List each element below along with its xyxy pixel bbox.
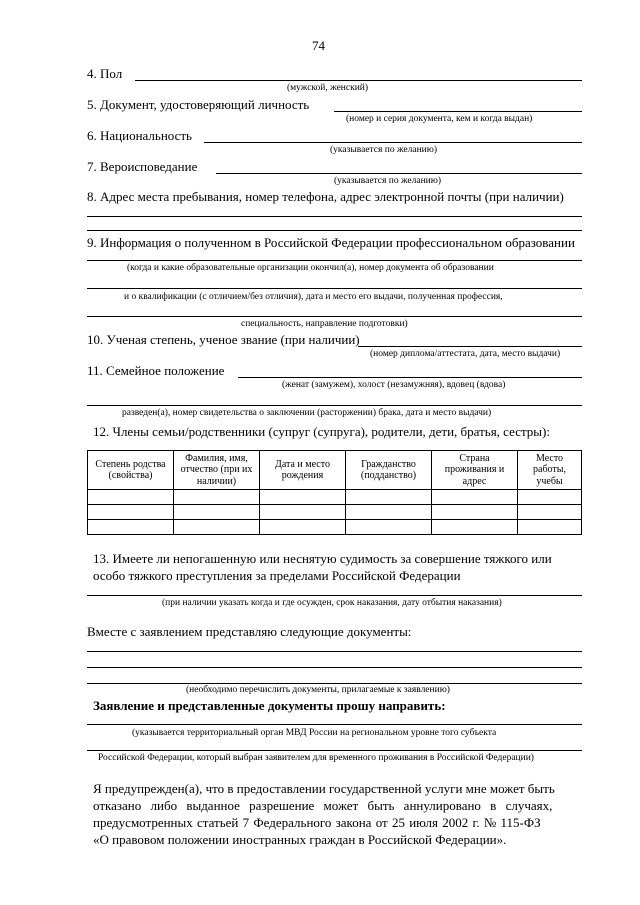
education-input-line-1[interactable] <box>87 260 582 261</box>
marital-hint-1: (женат (замужем), холост (незамужняя), вдовец (вдова) <box>282 380 506 390</box>
page-number: 74 <box>312 38 325 53</box>
family-table <box>87 450 582 535</box>
identity-document-input-line[interactable] <box>334 111 582 112</box>
send-to-label: Заявление и представленные документы прошу направить: <box>93 698 446 713</box>
table-cell[interactable] <box>432 490 518 505</box>
identity-document-label: 5. Документ, удостоверяющий личность <box>87 97 310 112</box>
family-table-header: Степень родства (свойства) <box>88 451 174 490</box>
degree-label: 10. Ученая степень, ученое звание (при наличии) <box>87 332 360 347</box>
education-hint-1: (когда и какие образовательные организации окончил(а), номер документа об образовании <box>127 263 494 273</box>
table-cell[interactable] <box>432 505 518 520</box>
conviction-question-line-2: особо тяжкого преступления за пределами Российской Федерации <box>93 568 461 583</box>
nationality-hint: (указывается по желанию) <box>330 145 438 155</box>
conviction-question-line-1: 13. Имеете ли непогашенную или неснятую судимость за совершение тяжкого или <box>93 551 552 566</box>
table-cell[interactable] <box>346 490 432 505</box>
marital-input-line-1[interactable] <box>238 377 582 378</box>
table-cell[interactable] <box>346 520 432 535</box>
table-cell[interactable] <box>432 520 518 535</box>
documents-label: Вместе с заявлением представляю следующие документы: <box>87 624 412 639</box>
table-row <box>88 490 582 505</box>
table-cell[interactable] <box>518 520 582 535</box>
degree-input-line[interactable] <box>358 346 582 347</box>
conviction-input-line[interactable] <box>87 595 582 596</box>
family-table-header-row <box>88 451 582 490</box>
table-cell[interactable] <box>518 505 582 520</box>
documents-input-line-3[interactable] <box>87 683 582 684</box>
nationality-label: 6. Национальность <box>87 128 192 143</box>
table-cell[interactable] <box>260 520 346 535</box>
marital-input-line-2[interactable] <box>87 405 582 406</box>
conviction-hint: (при наличии указать когда и где осужден, срок наказания, дату отбытия наказания) <box>162 598 502 608</box>
family-table-header: Гражданство (подданство) <box>346 451 432 490</box>
table-cell[interactable] <box>174 490 260 505</box>
table-cell[interactable] <box>346 505 432 520</box>
gender-input-line[interactable] <box>135 80 582 81</box>
send-to-input-line-1[interactable] <box>87 724 582 725</box>
education-input-line-2[interactable] <box>87 288 582 289</box>
warning-line-1: Я предупрежден(а), что в предоставлении государственной услуги мне может быть <box>93 781 555 796</box>
education-label: 9. Информация о полученном в Российской Федерации профессиональном образовании <box>87 235 575 250</box>
marital-hint-2: разведен(а), номер свидетельства о заключении (расторжении) брака, дата и место выдачи) <box>122 408 492 418</box>
address-input-line-2[interactable] <box>87 230 582 231</box>
table-cell[interactable] <box>88 505 174 520</box>
marital-label: 11. Семейное положение <box>87 363 225 378</box>
table-cell[interactable] <box>260 490 346 505</box>
gender-label: 4. Пол <box>87 66 123 81</box>
table-row <box>88 520 582 535</box>
religion-input-line[interactable] <box>216 173 582 174</box>
degree-hint: (номер диплома/аттестата, дата, место выдачи) <box>370 349 561 359</box>
religion-label: 7. Вероисповедание <box>87 159 198 174</box>
table-cell[interactable] <box>88 490 174 505</box>
address-input-line-1[interactable] <box>87 216 582 217</box>
family-table-header: Дата и место рождения <box>260 451 346 490</box>
table-cell[interactable] <box>88 520 174 535</box>
warning-line-2: отказано либо выданное разрешение может быть аннулировано в случаях, <box>93 798 553 813</box>
education-hint-3: специальность, направление подготовки) <box>241 319 408 329</box>
address-label: 8. Адрес места пребывания, номер телефона, адрес электронной почты (при наличии) <box>87 189 564 204</box>
table-cell[interactable] <box>260 505 346 520</box>
documents-input-line-2[interactable] <box>87 667 582 668</box>
identity-document-hint: (номер и серия документа, кем и когда выдан) <box>346 114 533 124</box>
table-cell[interactable] <box>174 505 260 520</box>
documents-input-line-1[interactable] <box>87 651 582 652</box>
send-to-hint-1: (указывается территориальный орган МВД России на региональном уровне того субъекта <box>132 728 497 738</box>
send-to-hint-2: Российской Федерации, который выбран заявителем для временного проживания в Российской Федерации) <box>98 753 534 763</box>
family-table-header: Страна проживания и адрес <box>432 451 518 490</box>
family-table-header: Место работы, учебы <box>518 451 582 490</box>
table-row <box>88 505 582 520</box>
send-to-input-line-2[interactable] <box>87 750 582 751</box>
nationality-input-line[interactable] <box>204 142 582 143</box>
table-cell[interactable] <box>174 520 260 535</box>
table-cell[interactable] <box>518 490 582 505</box>
religion-hint: (указывается по желанию) <box>334 176 442 186</box>
education-input-line-3[interactable] <box>87 316 582 317</box>
warning-line-4: «О правовом положении иностранных граждан в Российской Федерации». <box>93 832 507 847</box>
education-hint-2: и о квалификации (с отличием/без отличия), дата и место его выдачи, полученная профессия, <box>124 292 503 302</box>
family-label: 12. Члены семьи/родственники (супруг (супруга), родители, дети, братья, сестры): <box>93 424 550 439</box>
warning-line-3: предусмотренных статьей 7 Федерального закона от 25 июля 2002 г. № 115-ФЗ <box>93 815 541 830</box>
documents-hint: (необходимо перечислить документы, прилагаемые к заявлению) <box>186 685 450 695</box>
gender-hint: (мужской, женский) <box>287 83 369 93</box>
family-table-header: Фамилия, имя, отчество (при их наличии) <box>174 451 260 490</box>
